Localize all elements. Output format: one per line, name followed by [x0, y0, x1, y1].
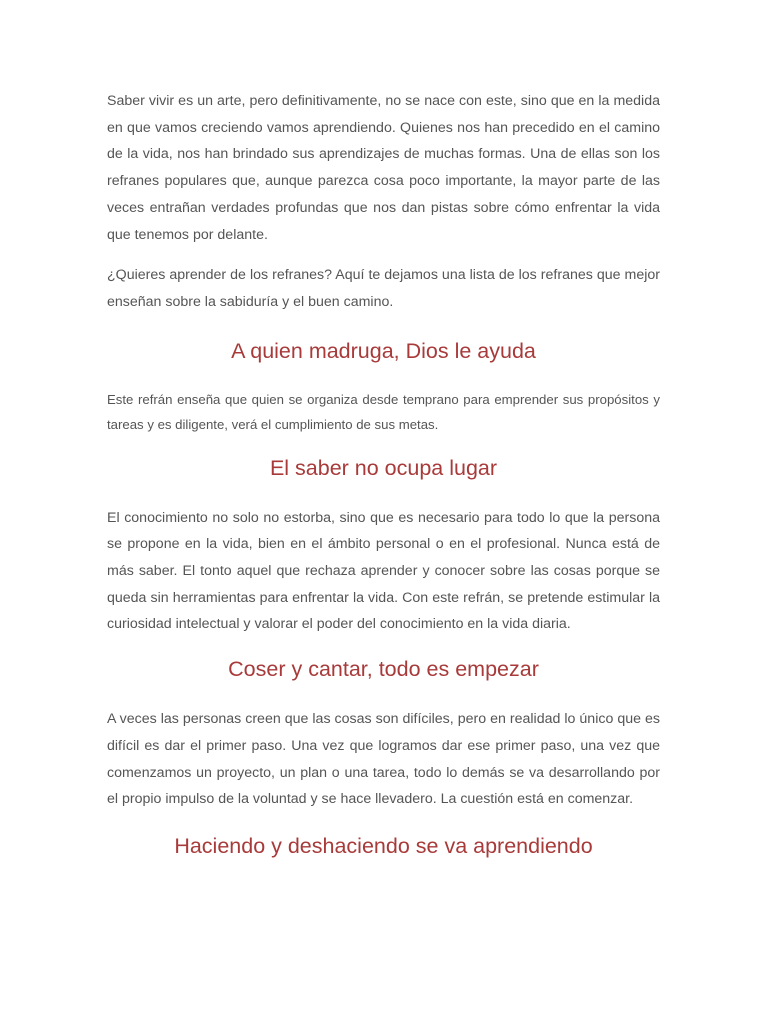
section-paragraph: Este refrán enseña que quien se organiza desde temprano para emprender sus propósitos y tareas y es diligente, verá el cumplimiento de sus metas.: [107, 391, 660, 432]
intro-paragraph: ¿Quieres aprender de los refranes? Aquí te dejamos una lista de los refranes que mejor enseñan sobre la sabiduría y el buen camino.: [107, 267, 660, 310]
section-heading: Coser y cantar, todo es empezar: [228, 657, 539, 682]
section-paragraph: El conocimiento no solo no estorba, sino que es necesario para todo lo que la persona se propone en la vida, bien en el ámbito personal o en el profesional. Nunca está de más saber. El tonto aquel que rechaza aprender y conocer sobre las cosas porque se queda sin herramientas para enfrentar la vida. Con este refrán, se pretende estimular la curiosidad intelectual y valorar el poder del conocimiento en la vida diaria.: [107, 509, 660, 633]
section-heading: Haciendo y deshaciendo se va aprendiendo: [174, 833, 593, 858]
section-heading: El saber no ocupa lugar: [269, 455, 498, 480]
section-paragraph: A veces las personas creen que las cosas son difíciles, pero en realidad lo único que es difícil es dar el primer paso. Una vez que logramos dar ese primer paso, una vez que comenzamos un proyecto, un plan o una tarea, todo lo demás se va desarrollando por el propio impulso de la voluntad y se hace llevadero. La cuestión está en comenzar.: [107, 711, 660, 808]
intro-paragraph: Saber vivir es un arte, pero definitivamente, no se nace con este, sino que en la medida en que vamos creciendo vamos aprendiendo. Quienes nos han precedido en el camino de la vida, nos han brindado sus aprendizajes de muchas formas. Una de ellas son los refranes populares que, aunque parezca cosa poco importante, la mayor parte de las veces entrañan verdades profundas que nos dan pistas sobre cómo enfrentar la vida que tenemos por delante.: [107, 93, 660, 243]
section-heading: A quien madruga, Dios le ayuda: [231, 338, 536, 363]
document-body: [107, 88, 660, 860]
